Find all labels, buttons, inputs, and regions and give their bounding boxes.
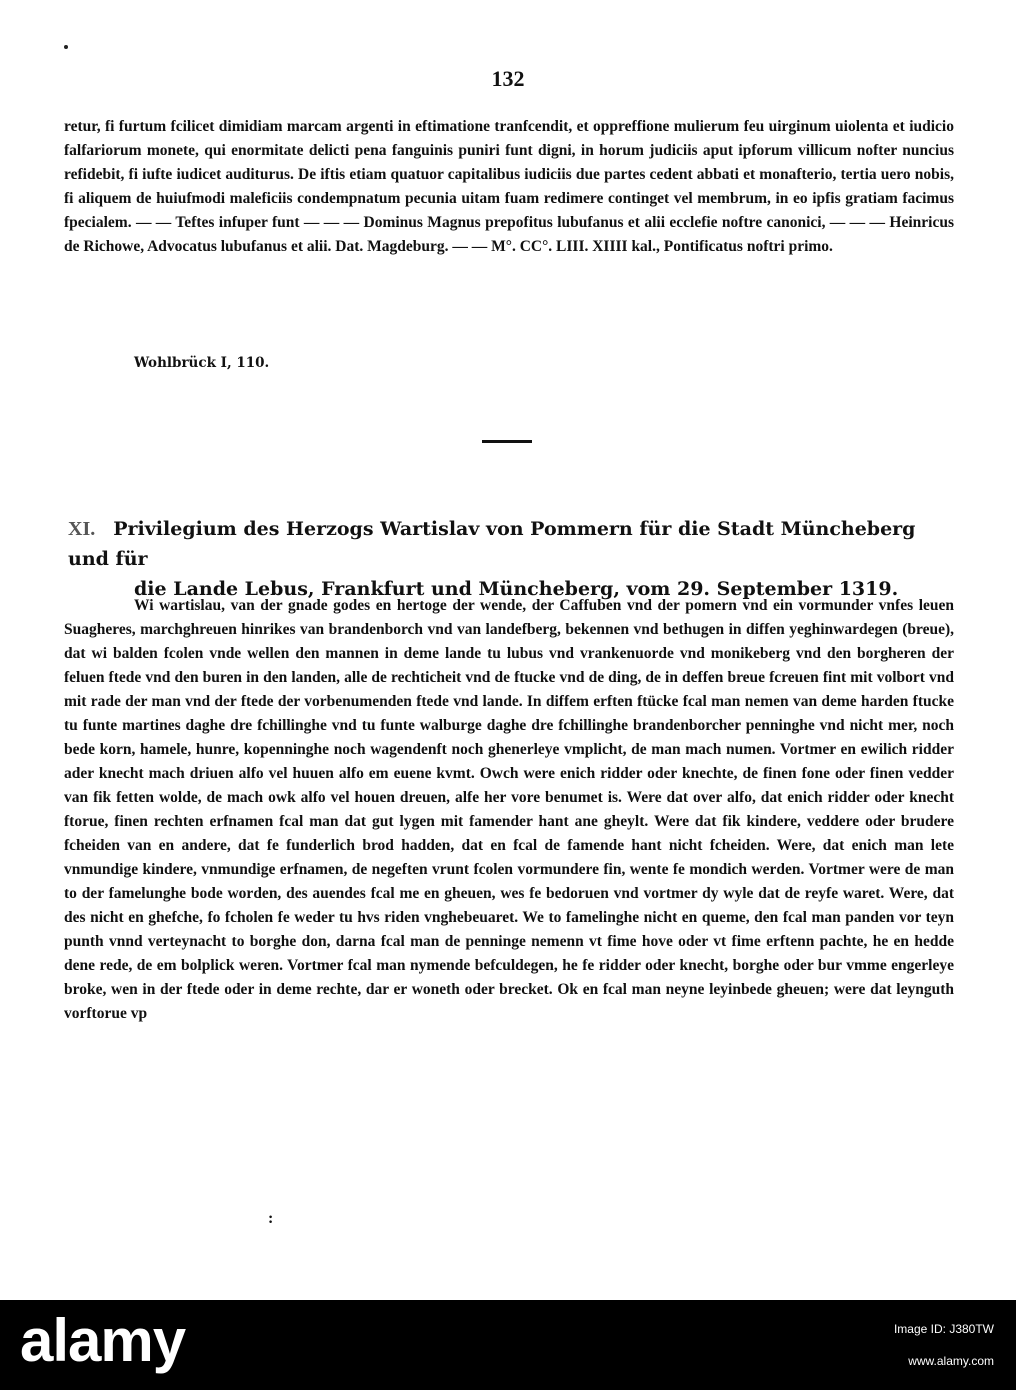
stray-dot [64, 45, 68, 49]
page-number: 132 [491, 66, 525, 91]
section-divider [482, 440, 532, 443]
watermark-site: www.alamy.com [908, 1354, 994, 1368]
watermark-bar [0, 1300, 1016, 1390]
continuation-paragraph [64, 115, 954, 259]
document-body [64, 594, 954, 1026]
section-title-line2: die Lande Lebus, Frankfurt und Müncheberg, vom 29. September 1319. [134, 578, 899, 600]
section-heading [68, 514, 958, 604]
watermark-image-id: Image ID: J380TW [893, 1322, 994, 1336]
citation: Wohlbrück I, 110. [134, 355, 270, 371]
signature-mark: : [268, 1210, 274, 1227]
continuation-text: retur, fi furtum fcilicet dimidiam marcam argenti in eftimatione tranfcendit, et oppreffione mulierum feu uirginum uiolenta et iudicio falfariorum monete, qui enormitate delicti pena fanguinis puniri funt digni, in horum judiciis aput ipforum villicum nofter nuncius refidebit, fi iufte iudicet auditurus. De iftis etiam quatuor capitalibus iudiciis due partes cedent abbati et monafterio, tertia uero nobis, fi aliquem de huiufmodi maleficiis condempnatum pecunia uitam fuam redimere continget vel membrum, in eo ipfis gratiam facimus fpecialem. — — Teftes infuper funt — — — Dominus Magnus prepofitus lubufanus et alii ecclefie noftre canonici, — — — Heinricus de Richowe, Advocatus lubufanus et alii. Dat. Magdeburg. — — M°. CC°. LIII. XIIII kal., Pontificatus noftri primo. [64, 118, 954, 255]
section-number: XI. [68, 518, 96, 540]
watermark-logo: alamy [20, 1307, 186, 1374]
section-title-line1: Privilegium des Herzogs Wartislav von Pommern für die Stadt Müncheberg und für [68, 518, 916, 570]
document-paragraph: Wi wartislau, van der gnade godes en hertoge der wende, der Caffuben vnd der pomern vnd ein vormunder vnfes leuen Suagheres, marchghreuen hinrikes van brandenborch vnd van landefberg, bekennen vnd bethugen in diffen yeghinwardegen (breue), dat wi balden fcolen vnde wellen den mannen in deme lande tu lubus vnd vrankenuorde vnd monikeberg vnd den borgheren der feluen ftede vnd den buren in den landen, alle de rechticheit vnd de ftucke vnd de ding, de in deffen breue fcreuen fint mit volbort vnd mit rade der man vnd der ftede der vorbenumenden ftede vnd lande. In diffem erften ftücke fcal man nemen van deme harden ftucke tu funte martines daghe dre fchillinghe vnd tu funte walburge daghe dre fchillinghe brandenborcher penninghe vnd nicht mer, noch bede korn, hamele, hunre, kopenninghe noch wagendenft noch ghenerleye vmplicht, de man mach numen. Vortmer en ewilich ridder ader knecht mach driuen alfo vel huuen alfo em euene kvmt. Owch were enich ridder oder knechte, de finen fone oder finen vedder van fik fetten wolde, de mach owk alfo vel houen dreuen, alfe her vore benumet is. Were dat over alfo, dat enich ridder oder knecht ftorue, finen rechten erfnamen fcal man dat gut lygen mit famender hant ane gheylt. Were dat fik kindere, veddere oder brudere fcheiden van en andere, dat fe funderlich brod hadden, dat en fcal de famende hant nicht fcheiden. Were, dat enich man lete vnmundige kindere, vnmundige erfnamen, de negeften vrunt fcolen vormundere fin, wente fe mondich werden. Vortmer were de man to der famelunghe bode worden, des auendes fcal me en gheuen, wes fe bedoruen vnd vortmer dy wyle dat de reyfe waret. Were, dat des nicht en ghefche, fo fcholen fe weder tu hvs riden vnghebeuaret. We to famelinghe nicht en queme, den fcal man panden vor teyn punth vnnd verteynacht to borghe don, darna fcal man de penninge nemenn vt fime hove oder vt fime erftenn pachte, he en hedde dene rede, de em bolplick weren. Vortmer fcal man nymende befculdegen, he fe ridder oder knecht, borghe oder bur vmme engerleye broke, wen in der ftede oder in deme rechte, dar er woneth oder brecket. Ok en fcal man neyne leyinbede gheuen; were dat leynguth vorftorue vp [64, 597, 954, 1022]
